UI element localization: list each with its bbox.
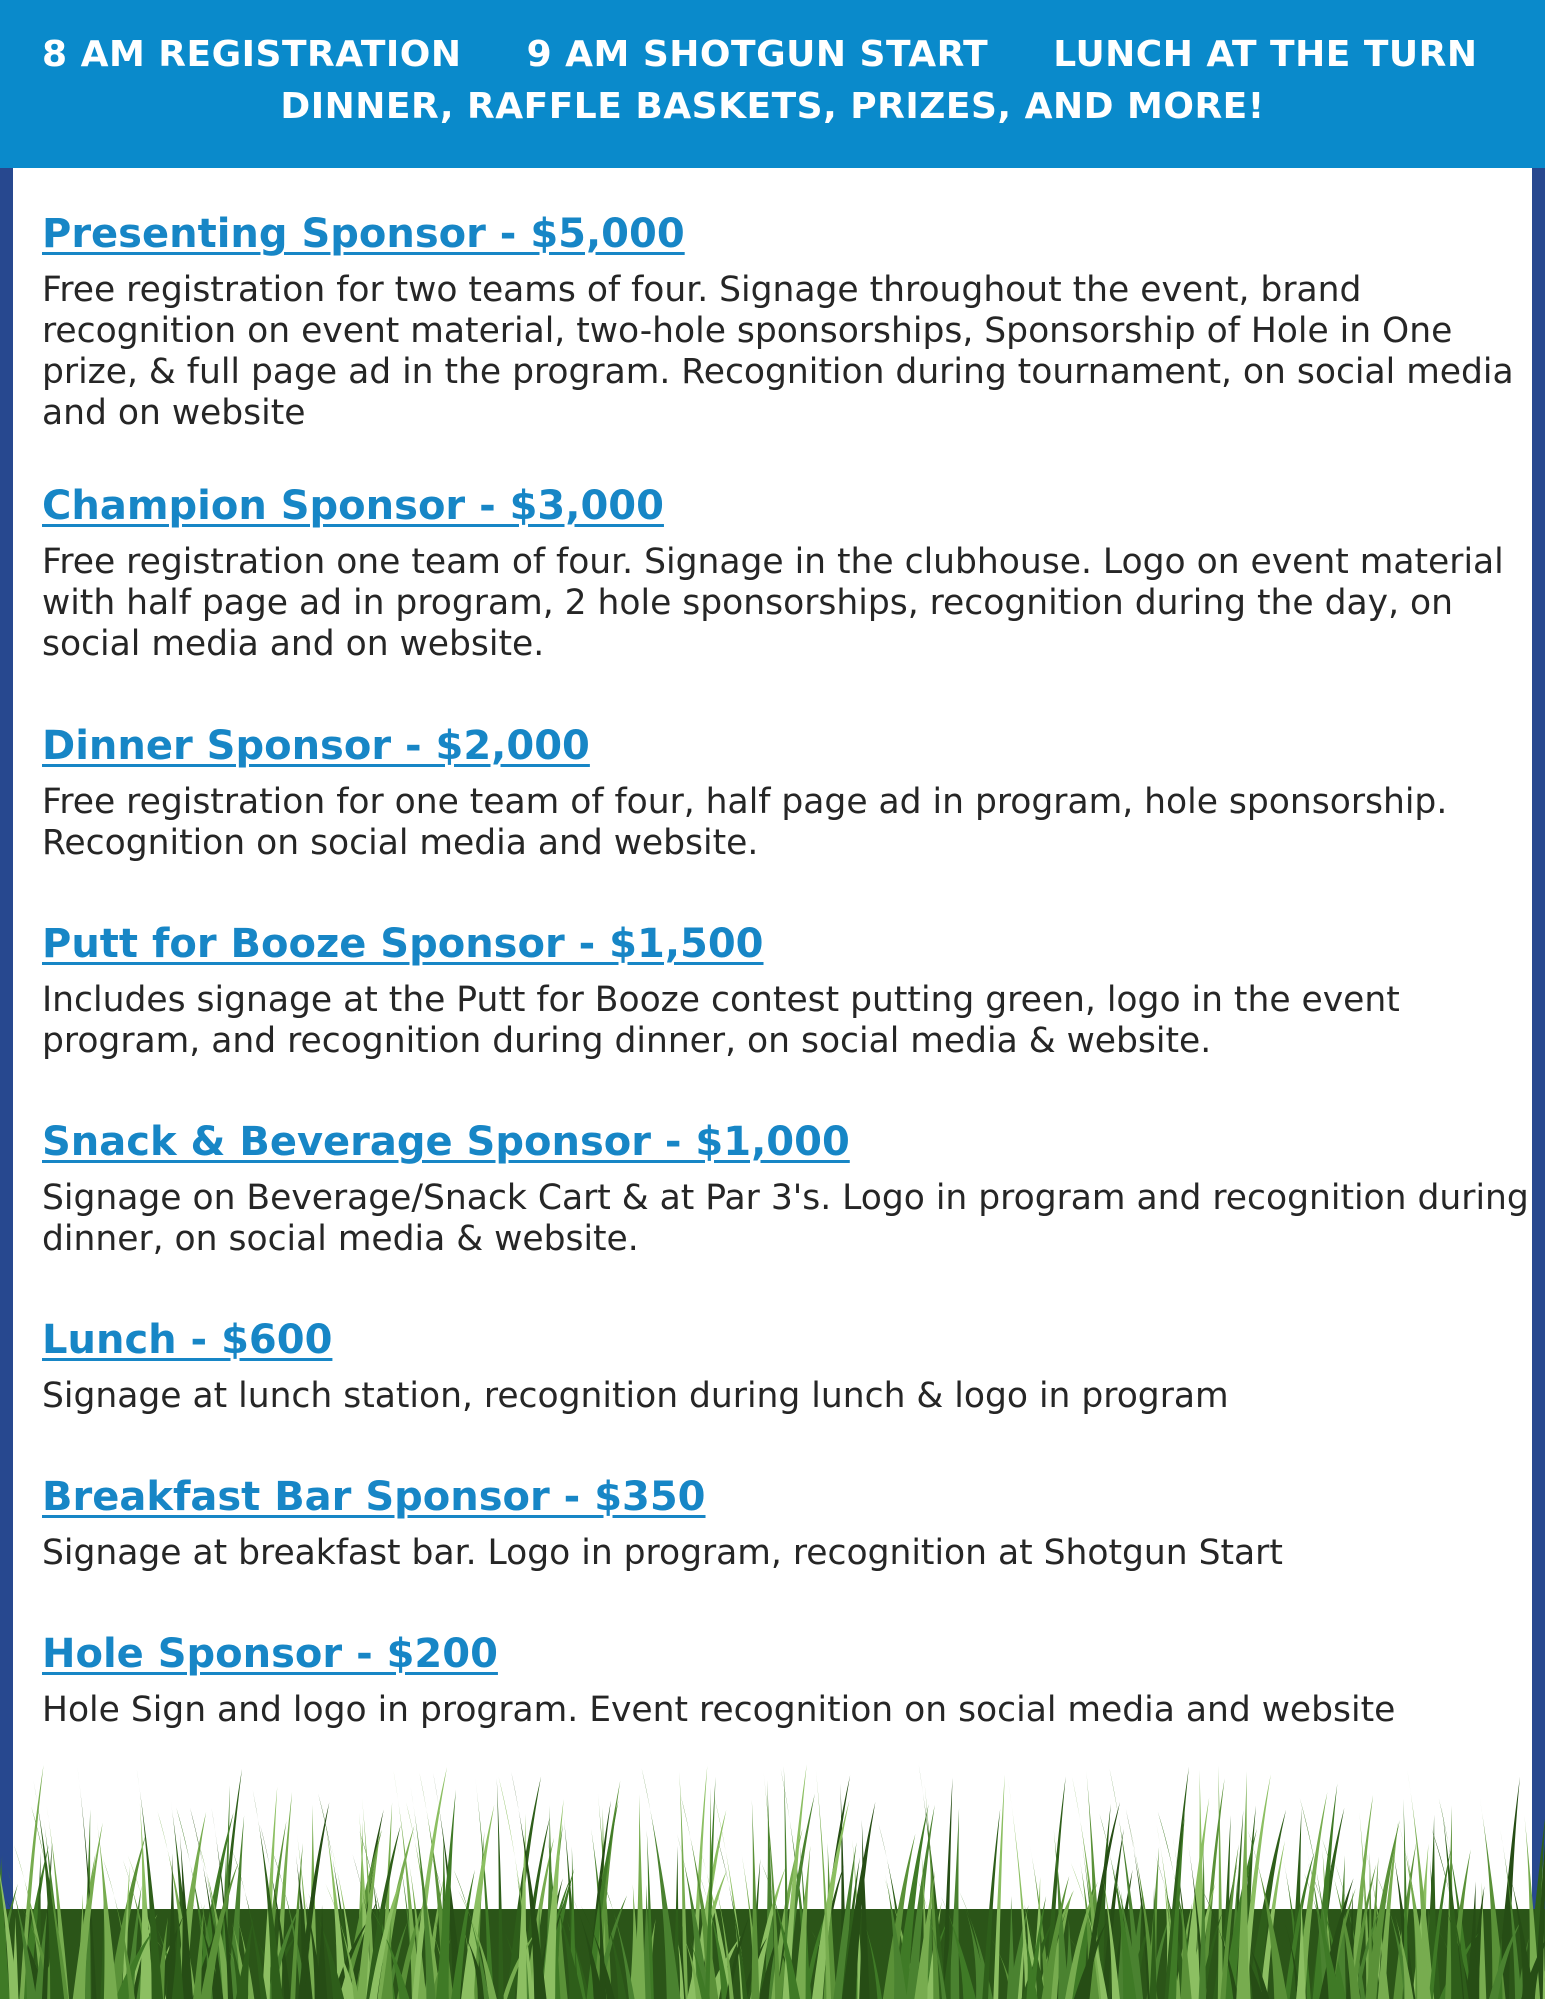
tier-description: Free registration one team of four. Signage in the clubhouse. Logo on event material with half page ad in program, 2 hole sponsorships, recognition during the day, on social media and on website. <box>42 542 1504 664</box>
sponsor-tier <box>42 1312 1532 1469</box>
sponsor-tier <box>42 1114 1532 1312</box>
right-border <box>1532 168 1545 1999</box>
sponsor-tier <box>42 1469 1532 1626</box>
sponsorship-list <box>42 206 1532 1766</box>
banner-extras-line: DINNER, RAFFLE BASKETS, PRIZES, AND MORE! <box>280 86 1265 127</box>
grass-blade <box>635 1794 646 1999</box>
tier-description: Signage at lunch station, recognition during lunch & logo in program <box>42 1376 1229 1416</box>
banner-schedule-line <box>42 34 1530 75</box>
event-banner <box>0 0 1545 168</box>
tier-title[interactable]: Champion Sponsor - $3,000 <box>42 483 664 529</box>
tier-title[interactable]: Putt for Booze Sponsor - $1,500 <box>42 921 764 967</box>
tier-description: Includes signage at the Putt for Booze contest putting green, logo in the event program, and recognition during dinner, on social media & website. <box>42 980 1400 1061</box>
tier-title[interactable]: Presenting Sponsor - $5,000 <box>42 211 685 257</box>
sponsor-tier <box>42 916 1532 1114</box>
banner-shotgun-start: 9 AM SHOTGUN START <box>526 34 989 75</box>
tier-description: Signage on Beverage/Snack Cart & at Par 3's. Logo in program and recognition during dinner, on social media & website. <box>42 1178 1529 1259</box>
left-border <box>0 168 13 1999</box>
banner-registration: 8 AM REGISTRATION <box>42 34 462 75</box>
grass-blade <box>1218 1766 1223 1999</box>
tier-description: Free registration for two teams of four. Signage throughout the event, brand recognition on event material, two-hole sponsorships, Sponsorship of Hole in One prize, & full page ad in the program. Recognition during tournament, on social media and on website <box>42 270 1514 433</box>
sponsor-tier <box>42 718 1532 916</box>
grass-footer-illustration <box>0 1759 1545 1999</box>
banner-lunch: LUNCH AT THE TURN <box>1053 34 1478 75</box>
sponsor-tier <box>42 478 1532 718</box>
tier-title[interactable]: Hole Sponsor - $200 <box>42 1631 498 1677</box>
tier-description: Hole Sign and logo in program. Event recognition on social media and website <box>42 1690 1396 1730</box>
tier-description: Free registration for one team of four, half page ad in program, hole sponsorship. Recognition on social media and website. <box>42 782 1448 863</box>
tier-title[interactable]: Snack & Beverage Sponsor - $1,000 <box>42 1119 850 1165</box>
sponsor-tier <box>42 206 1532 478</box>
tier-title[interactable]: Breakfast Bar Sponsor - $350 <box>42 1474 706 1520</box>
sponsor-tier <box>42 1626 1532 1766</box>
tier-title[interactable]: Lunch - $600 <box>42 1317 333 1363</box>
tier-description: Signage at breakfast bar. Logo in program, recognition at Shotgun Start <box>42 1533 1283 1573</box>
tier-title[interactable]: Dinner Sponsor - $2,000 <box>42 723 590 769</box>
